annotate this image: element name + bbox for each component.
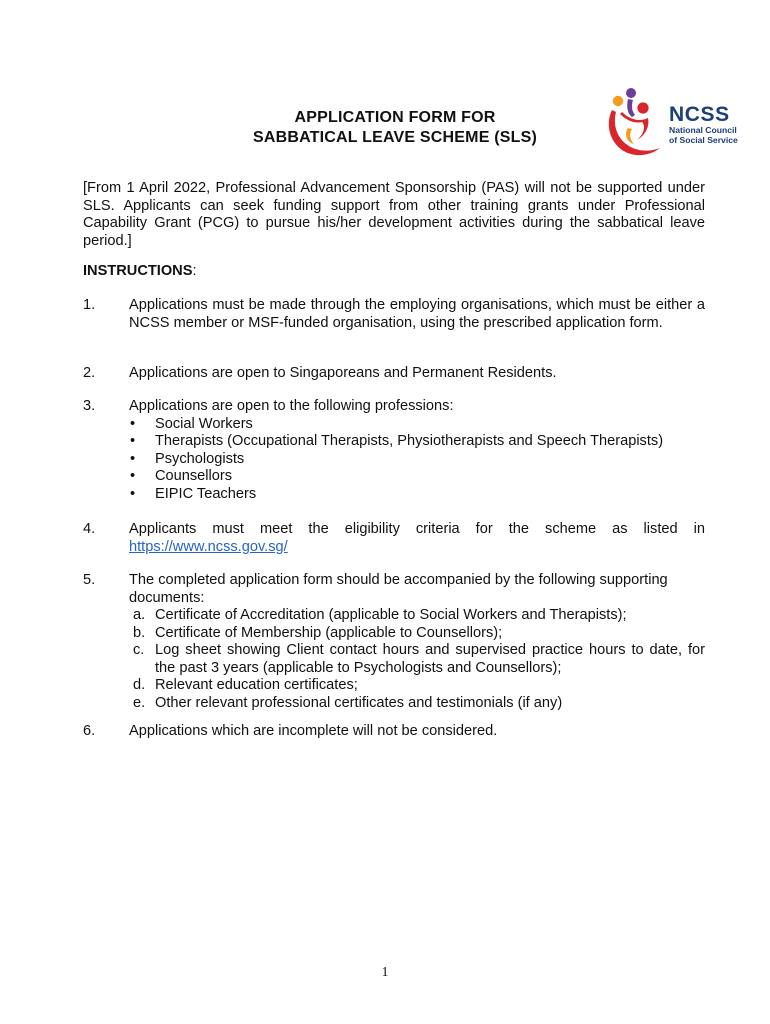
list-item: a. Certificate of Accreditation (applicable to Social Workers and Therapists); — [133, 607, 627, 623]
list-item: d. Relevant education certificates; — [133, 677, 358, 693]
item-number: 3. — [83, 398, 96, 414]
instructions-label: INSTRUCTIONS — [83, 263, 193, 279]
item-content — [129, 398, 705, 503]
item-text: Applicants must meet the eligibility criteria for the scheme as listed in — [129, 521, 705, 537]
item-content — [129, 572, 705, 712]
supporting-documents-list — [129, 607, 705, 712]
bullet-icon: • — [130, 485, 136, 502]
ncss-logo — [604, 84, 764, 164]
list-item: • EIPIC Teachers — [130, 485, 257, 502]
item-content — [129, 521, 705, 556]
bullet-icon: • — [130, 433, 136, 449]
list-letter: b. — [133, 624, 146, 641]
page-title — [190, 108, 600, 148]
item-number: 4. — [83, 521, 96, 537]
list-letter: c. — [133, 642, 145, 658]
item-text: The completed application form should be accompanied by the following supporting documents: — [129, 572, 668, 606]
list-item: • Counsellors — [130, 468, 233, 484]
bullet-icon: • — [130, 468, 136, 484]
item-text: Applications which are incomplete will not be considered. — [129, 723, 498, 739]
instructions-heading — [83, 263, 197, 281]
list-letter: a. — [133, 607, 146, 623]
item-text: Applications are open to Singaporeans and Permanent Residents. — [129, 365, 557, 381]
ncss-logo-mark-icon — [604, 84, 670, 164]
list-letter: e. — [133, 694, 146, 711]
item-number: 6. — [83, 723, 96, 739]
title-line-2: SABBATICAL LEAVE SCHEME (SLS) — [252, 129, 538, 146]
item-number: 1. — [83, 297, 96, 313]
title-line-1: APPLICATION FORM FOR — [294, 109, 496, 126]
list-letter: d. — [133, 677, 146, 693]
list-item: e. Other relevant professional certificates and testimonials (if any) — [133, 694, 563, 711]
item-text: Applications are open to the following professions: — [129, 398, 454, 414]
list-item: • Social Workers — [130, 415, 253, 432]
ncss-website-link[interactable]: https://www.ncss.gov.sg/ — [129, 538, 288, 555]
bullet-icon: • — [130, 450, 136, 467]
item-number: 5. — [83, 572, 96, 588]
item-number: 2. — [83, 365, 96, 381]
logo-name-line-2: of Social Service — [669, 134, 738, 145]
list-item: • Psychologists — [130, 450, 245, 467]
bullet-icon: • — [130, 415, 136, 432]
item-text: Applications must be made through the employing organisations, which must be either a NCSS member or MSF-funded organisation, using the prescribed application form. — [129, 297, 705, 331]
logo-abbreviation: NCSS — [669, 103, 730, 126]
logo-text — [669, 104, 749, 145]
page-number: 1 — [381, 965, 389, 980]
professions-list — [129, 416, 705, 504]
intro-paragraph: [From 1 April 2022, Professional Advancement Sponsorship (PAS) will not be supported under SLS. Applicants can seek funding support from other training grants under Professional Capability Grant (PCG) to pursue his/her development activities during the sabbatical leave period.] — [83, 180, 705, 249]
logo-name-line-1: National Council — [669, 125, 737, 135]
list-item: c. Log sheet showing Client contact hours and supervised practice hours to date, for the past 3 years (applicable to Psychologists and Counsellors); — [133, 642, 705, 676]
list-item: • Therapists (Occupational Therapists, Physiotherapists and Speech Therapists) — [130, 433, 664, 449]
list-item: b. Certificate of Membership (applicable to Counsellors); — [133, 624, 503, 641]
instructions-colon: : — [192, 263, 197, 279]
